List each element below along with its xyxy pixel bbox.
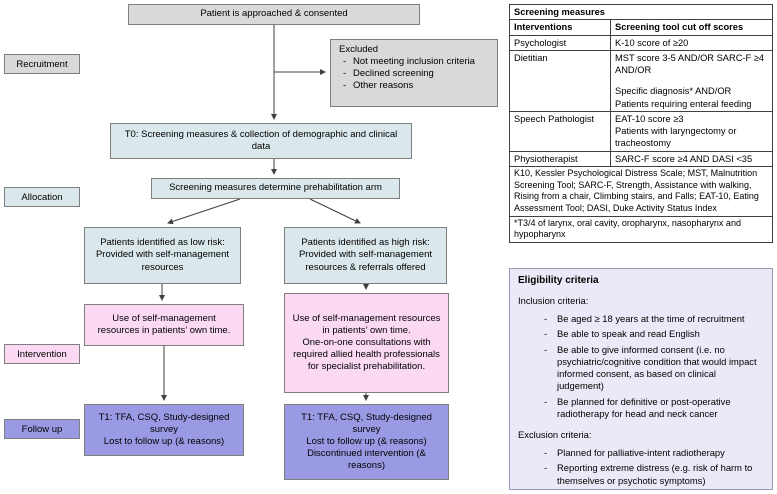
column-header-cutoff-scores: Screening tool cut off scores — [611, 20, 773, 35]
excluded-item: - Not meeting inclusion criteria — [343, 56, 475, 68]
eligibility-title: Eligibility criteria — [518, 275, 599, 286]
column-header-interventions: Interventions — [510, 20, 611, 35]
cutoff-line: EAT-10 score ≥3 — [615, 113, 684, 124]
high-followup-line: Discontinued intervention (& reasons) — [307, 448, 426, 472]
node-low-followup — [84, 404, 244, 456]
low-followup-line: Lost to follow up (& reasons) — [103, 436, 225, 448]
low-followup-line: T1: TFA, CSQ, Study-designed survey — [98, 411, 230, 435]
cell-intervention: Speech Pathologist — [510, 111, 611, 151]
inclusion-item: - Be planned for definitive or post-operative radiotherapy for head and neck cancer — [544, 396, 764, 420]
node-screening-arm: Screening measures determine prehabilitation arm — [151, 178, 400, 199]
inclusion-item: - Be able to speak and read English — [544, 328, 764, 340]
cutoff-line: MST score 3-5 AND/OR SARC-F ≥4 AND/OR — [615, 52, 765, 76]
high-intervention-line: Use of self-management resources in patients’ own time. — [292, 312, 441, 336]
node-excluded — [330, 39, 498, 107]
cutoff-line: Patients with laryngectomy or tracheostomy — [615, 126, 737, 149]
node-low-risk: Patients identified as low risk: Provided with self-management resources — [84, 227, 241, 284]
cutoff-line: K-10 score of ≥20 — [615, 37, 689, 48]
cell-cutoff — [611, 50, 773, 111]
excluded-title: Excluded — [339, 44, 379, 55]
inclusion-item: - Be able to give informed consent (i.e. no psychiatric/cognitive condition that would impact informed consent, as based on clinical judgement) — [544, 344, 764, 393]
screening-table-title: Screening measures — [510, 5, 773, 20]
eligibility-panel — [509, 268, 773, 490]
cutoff-line: Patients requiring enteral feeding — [615, 98, 752, 109]
inclusion-item: - Be aged ≥ 18 years at the time of recruitment — [544, 313, 764, 325]
table-row — [510, 35, 773, 50]
cell-intervention: Dietitian — [510, 50, 611, 111]
cell-cutoff — [611, 151, 773, 166]
cutoff-line: Specific diagnosis* AND/OR — [615, 86, 732, 97]
cutoff-line: SARC-F score ≥4 AND DASI <35 — [615, 153, 753, 164]
stage-label-follow-up: Follow up — [4, 419, 80, 439]
cell-intervention: Psychologist — [510, 35, 611, 50]
excluded-item: - Declined screening — [343, 68, 434, 80]
exclusion-heading: Exclusion criteria: — [518, 428, 592, 440]
cell-intervention: Physiotherapist — [510, 151, 611, 166]
cell-cutoff — [611, 35, 773, 50]
table-row — [510, 151, 773, 166]
inclusion-heading: Inclusion criteria: — [518, 295, 589, 306]
cell-cutoff — [611, 111, 773, 151]
excluded-item: - Other reasons — [343, 80, 413, 92]
node-patient-consented: Patient is approached & consented — [128, 4, 420, 25]
stage-label-allocation: Allocation — [4, 187, 80, 207]
high-intervention-line: One-on-one consultations with required allied health professionals for specialist prehabilitation. — [293, 336, 440, 373]
high-followup-line: T1: TFA, CSQ, Study-designed survey — [301, 411, 432, 435]
screening-measures-table — [509, 4, 773, 243]
table-row — [510, 111, 773, 151]
node-high-followup — [284, 404, 449, 480]
table-footnote-abbreviations: K10, Kessler Psychological Distress Scale; MST, Malnutrition Screening Tool; SARC-F, Strength, Assistance with walking, Rising from a chair, Climbing stairs, and Falls; EAT-10, Eating Assessment Tool; DASI, Duke Activity Status Index — [510, 166, 773, 216]
node-low-intervention: Use of self-management resources in patients’ own time. — [84, 304, 244, 346]
node-t0-screening: T0: Screening measures & collection of demographic and clinical data — [110, 123, 412, 159]
table-footnote-diagnosis: *T3/4 of larynx, oral cavity, oropharynx, nasopharynx and hypopharynx — [510, 216, 773, 242]
exclusion-item: - Reporting extreme distress (e.g. risk of harm to themselves or psychotic symptoms) — [544, 462, 764, 486]
node-high-intervention — [284, 293, 449, 393]
stage-label-intervention: Intervention — [4, 344, 80, 364]
node-high-risk: Patients identified as high risk: Provided with self-management resources & referrals offered — [284, 227, 447, 284]
table-row — [510, 50, 773, 111]
high-followup-line: Lost to follow up (& reasons) — [306, 435, 427, 447]
exclusion-item: - Planned for palliative-intent radiotherapy — [544, 447, 764, 459]
stage-label-recruitment: Recruitment — [4, 54, 80, 74]
